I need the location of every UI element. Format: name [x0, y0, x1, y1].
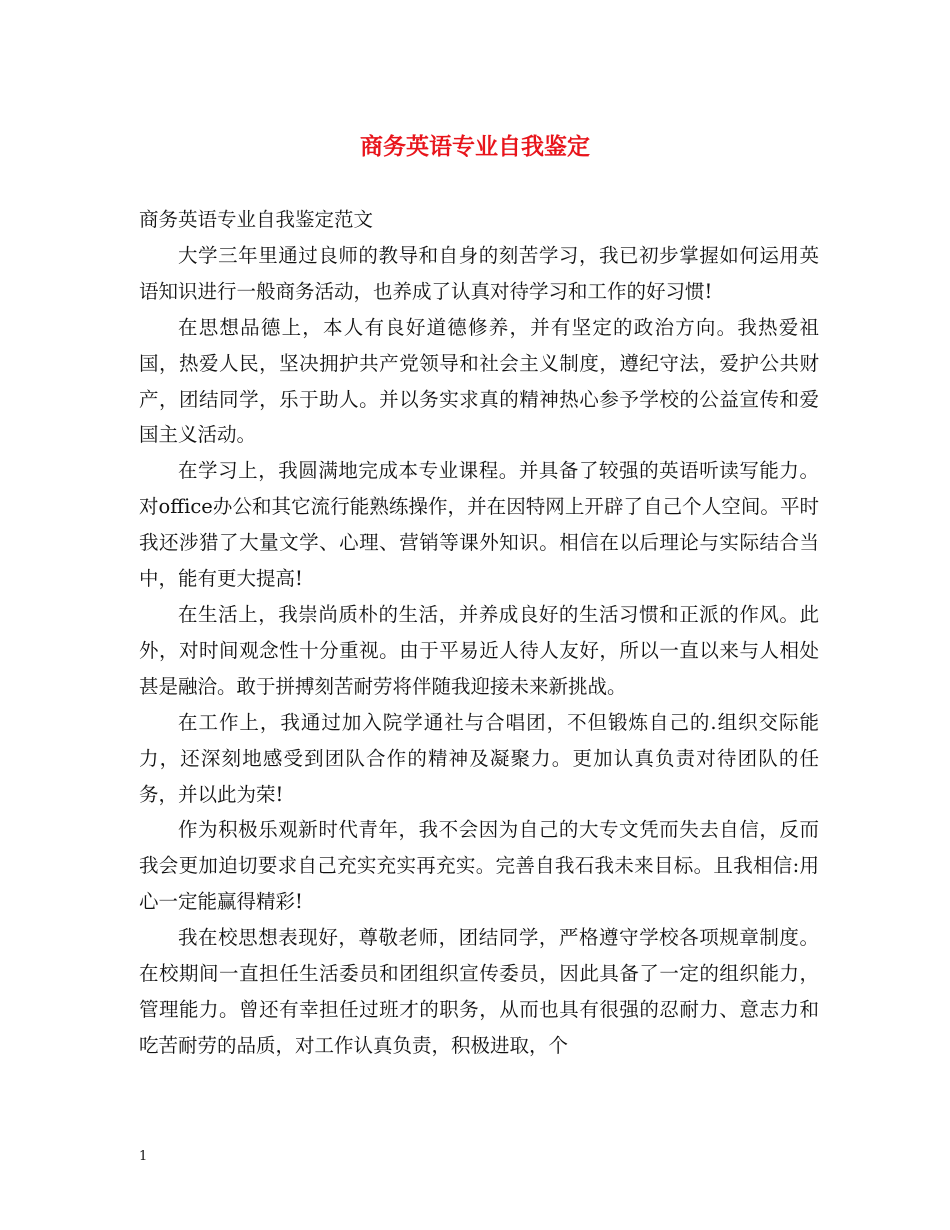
- paragraph-7: 我在校思想表现好，尊敬老师，团结同学，严格遵守学校各项规章制度。在校期间一直担任生活委员和团组织宣传委员，因此具备了一定的组织能力，管理能力。曾还有幸担任过班才的职务，从而也具有很强的忍耐力、意志力和吃苦耐劳的品质，对工作认真负责，积极进取，个: [139, 926, 819, 1057]
- paragraph-1: 大学三年里通过良师的教导和自身的刻苦学习，我已初步掌握如何运用英语知识进行一般商务活动，也养成了认真对待学习和工作的好习惯!: [139, 243, 819, 303]
- document-title: 商务英语专业自我鉴定: [360, 134, 590, 160]
- paragraph-6: 作为积极乐观新时代青年，我不会因为自己的大专文凭而失去自信，反而我会更加迫切要求自己充实充实再充实。完善自我石我未来目标。且我相信:用心一定能赢得精彩!: [139, 818, 819, 914]
- paragraph-2: 在思想品德上，本人有良好道德修养，并有坚定的政治方向。我热爱祖国，热爱人民，坚决拥护共产党领导和社会主义制度，遵纪守法，爱护公共财产，团结同学，乐于助人。并以务实求真的精神热心参予学校的公益宣传和爱国主义活动。: [139, 315, 819, 447]
- page-number: 1: [139, 1149, 148, 1164]
- paragraph-4: 在生活上，我崇尚质朴的生活，并养成良好的生活习惯和正派的作风。此外，对时间观念性十分重视。由于平易近人待人友好，所以一直以来与人相处甚是融洽。敢于拼搏刻苦耐劳将伴随我迎接未来新挑战。: [139, 602, 819, 698]
- document-subtitle: 商务英语专业自我鉴定范文: [139, 208, 374, 231]
- document-body: [139, 202, 819, 1064]
- paragraph-5: 在工作上，我通过加入院学通社与合唱团，不但锻炼自己的.组织交际能力，还深刻地感受到团队合作的精神及凝聚力。更加认真负责对待团队的任务，并以此为荣!: [139, 710, 819, 806]
- paragraph-3: 在学习上，我圆满地完成本专业课程。并具备了较强的英语听读写能力。对office办公和其它流行能熟练操作，并在因特网上开辟了自己个人空间。平时我还涉猎了大量文学、心理、营销等课外知识。相信在以后理论与实际结合当中，能有更大提高!: [139, 459, 819, 591]
